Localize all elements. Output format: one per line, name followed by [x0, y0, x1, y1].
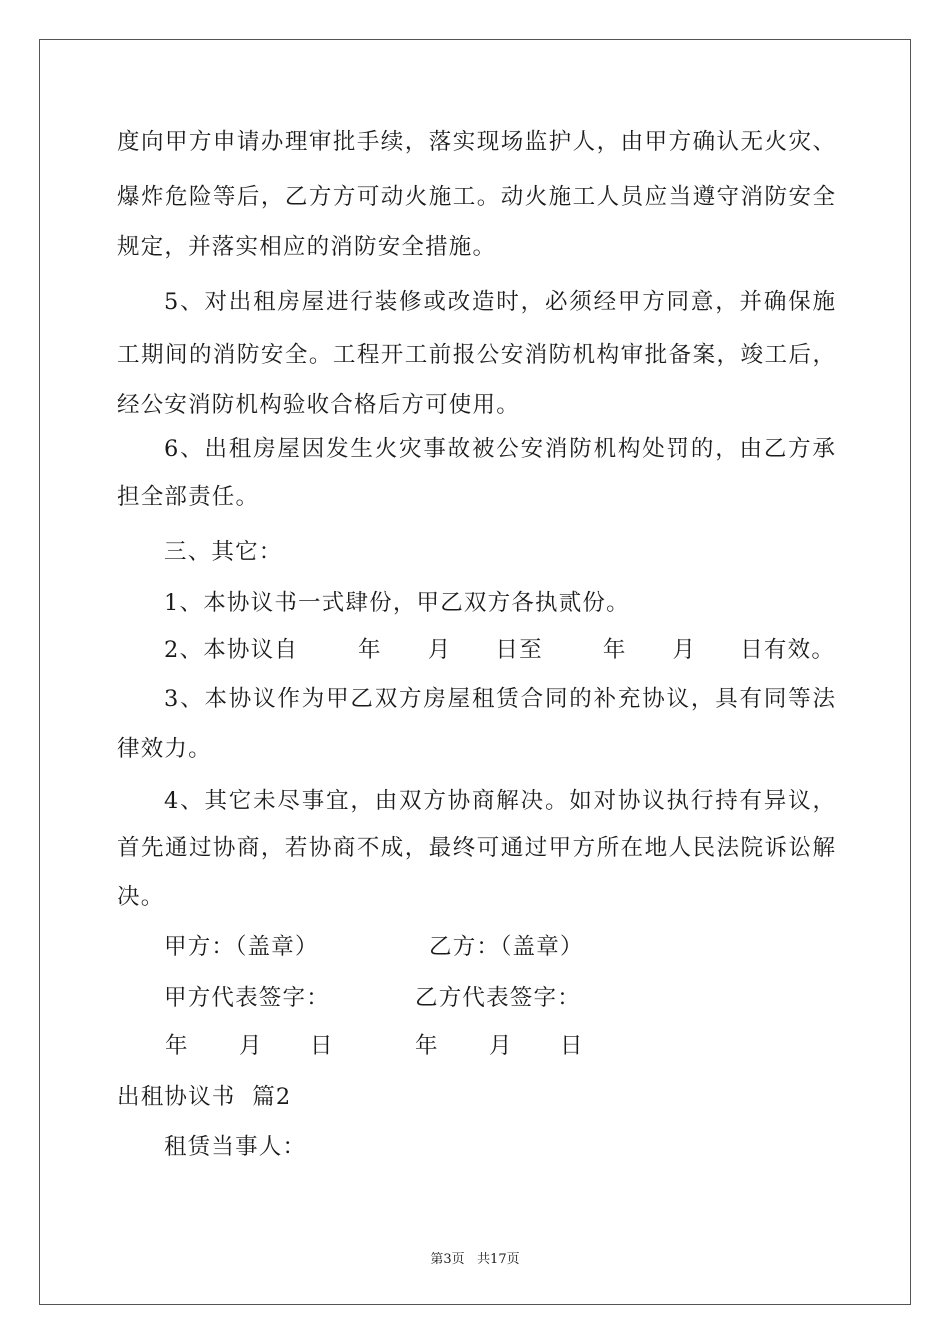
party-a-month: 月 — [239, 1033, 263, 1059]
paragraph-line: 1、本协议书一式肆份，甲乙双方各执贰份。 — [164, 590, 630, 616]
party-b-year: 年 — [415, 1033, 439, 1059]
party-a-day: 日 — [310, 1033, 334, 1059]
party-a-seal: 甲方：（盖章） — [164, 934, 319, 960]
party-b-day: 日 — [560, 1033, 584, 1059]
validity-year: 年 — [602, 637, 627, 663]
paragraph-line: 3、本协议作为甲乙双方房屋租赁合同的补充协议，具有同等法 — [164, 686, 835, 712]
page-border — [39, 39, 911, 1305]
validity-year: 年 — [358, 637, 382, 663]
party-a-representative: 甲方代表签字： — [164, 985, 330, 1011]
party-b-representative: 乙方代表签字： — [415, 985, 581, 1011]
validity-suffix: 日有效。 — [740, 637, 836, 663]
section-heading: 三、其它： — [164, 539, 283, 565]
paragraph-line: 度向甲方申请办理审批手续，落实现场监护人，由甲方确认无火灾、 — [117, 129, 835, 155]
paragraph-line: 决。 — [117, 884, 165, 910]
paragraph-line: 担全部责任。 — [117, 484, 260, 510]
validity-month: 月 — [672, 637, 697, 663]
party-b-seal: 乙方：（盖章） — [429, 934, 584, 960]
paragraph-line: 5、对出租房屋进行装修或改造时，必须经甲方同意，并确保施 — [164, 289, 835, 315]
page-number — [0, 1248, 950, 1267]
validity-day-to: 日至 — [495, 637, 543, 663]
paragraph-line: 工期间的消防安全。工程开工前报公安消防机构审批备案，竣工后， — [117, 342, 835, 368]
paragraph-line: 租赁当事人： — [164, 1134, 307, 1160]
paragraph-line: 规定，并落实相应的消防安全措施。 — [117, 234, 497, 260]
paragraph-line: 4、其它未尽事宜，由双方协商解决。如对协议执行持有异议， — [164, 788, 835, 814]
validity-prefix: 2、本协议自 — [164, 637, 299, 663]
paragraph-line: 律效力。 — [117, 736, 212, 762]
validity-line — [164, 635, 835, 665]
section-title: 出租协议书 篇2 — [117, 1084, 292, 1110]
party-b-month: 月 — [489, 1033, 513, 1059]
paragraph-line: 经公安消防机构验收合格后方可使用。 — [117, 392, 520, 418]
paragraph-line: 爆炸危险等后，乙方方可动火施工。动火施工人员应当遵守消防安全 — [117, 184, 835, 210]
page-number-text: 第3页 共17页 — [430, 1252, 520, 1267]
party-a-year: 年 — [165, 1033, 189, 1059]
paragraph-line: 首先通过协商，若协商不成，最终可通过甲方所在地人民法院诉讼解 — [117, 835, 835, 861]
validity-month: 月 — [427, 637, 452, 663]
paragraph-line: 6、出租房屋因发生火灾事故被公安消防机构处罚的，由乙方承 — [164, 436, 835, 462]
